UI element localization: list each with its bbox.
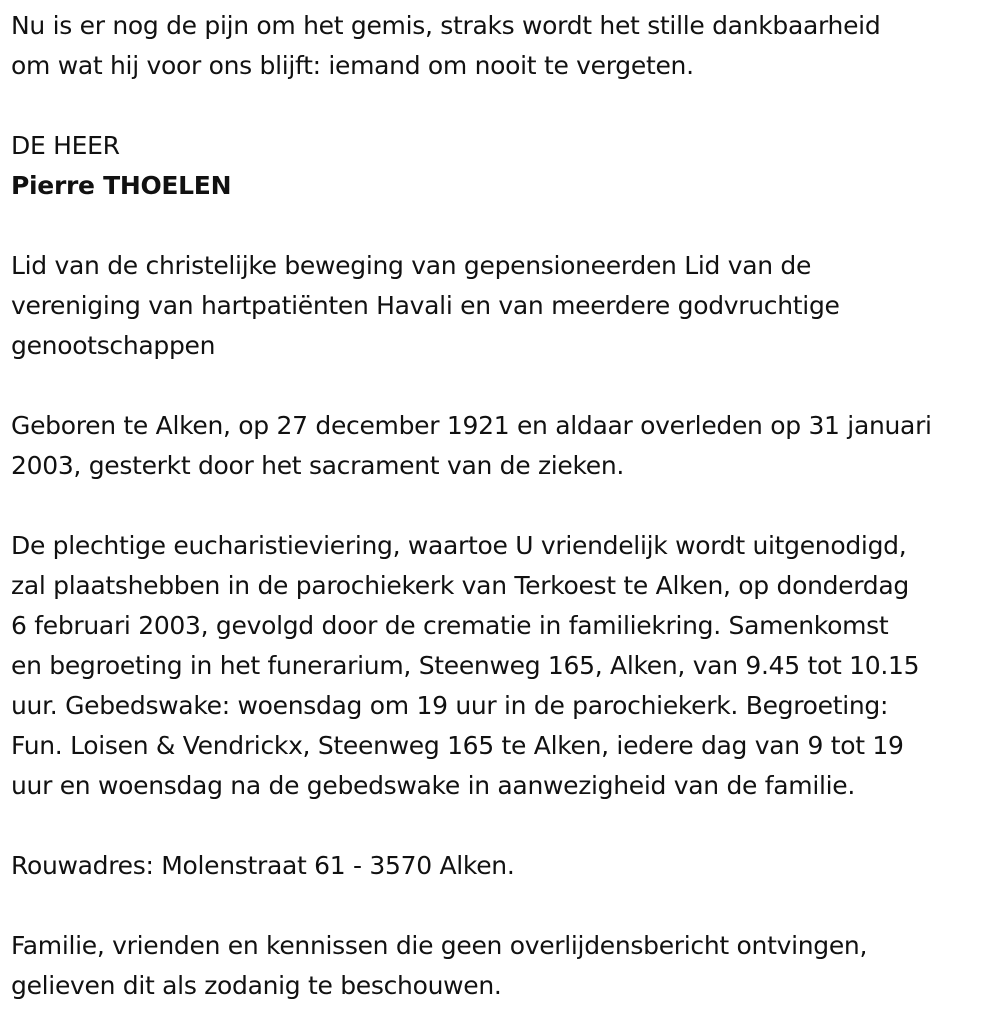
- ceremony-line: zal plaatshebben in de parochiekerk van Terkoest te Alken, op donderdag: [11, 571, 909, 600]
- closing-line: gelieven dit als zodanig te beschouwen.: [11, 971, 502, 1000]
- motto-line: om wat hij voor ons blijft: iemand om nooit te vergeten.: [11, 51, 694, 80]
- spacer: [11, 206, 996, 246]
- membership-line: vereniging van hartpatiënten Havali en van meerdere godvruchtige: [11, 291, 840, 320]
- birth-death-line: Geboren te Alken, op 27 december 1921 en aldaar overleden op 31 januari: [11, 411, 932, 440]
- ceremony-line: uur. Gebedswake: woensdag om 19 uur in de parochiekerk. Begroeting:: [11, 691, 889, 720]
- membership-line: Lid van de christelijke beweging van gepensioneerden Lid van de: [11, 251, 812, 280]
- birth-death-line: 2003, gesterkt door het sacrament van de zieken.: [11, 451, 625, 480]
- spacer: [11, 366, 996, 406]
- ceremony-line: 6 februari 2003, gevolgd door de crematie in familiekring. Samenkomst: [11, 611, 889, 640]
- membership-line: genootschappen: [11, 331, 216, 360]
- closing-paragraph: [11, 926, 996, 1006]
- ceremony-paragraph: [11, 526, 996, 806]
- closing-line: Familie, vrienden en kennissen die geen overlijdensbericht ontvingen,: [11, 931, 868, 960]
- motto-line: Nu is er nog de pijn om het gemis, straks wordt het stille dankbaarheid: [11, 11, 881, 40]
- spacer: [11, 486, 996, 526]
- death-notice: [11, 6, 996, 1006]
- membership-paragraph: [11, 246, 996, 366]
- birth-death-paragraph: [11, 406, 996, 486]
- ceremony-line: De plechtige eucharistieviering, waartoe U vriendelijk wordt uitgenodigd,: [11, 531, 907, 560]
- spacer: [11, 886, 996, 926]
- spacer: [11, 806, 996, 846]
- ceremony-line: Fun. Loisen & Vendrickx, Steenweg 165 te Alken, iedere dag van 9 tot 19: [11, 731, 904, 760]
- spacer: [11, 86, 996, 126]
- ceremony-line: uur en woensdag na de gebedswake in aanwezigheid van de familie.: [11, 771, 855, 800]
- motto: [11, 6, 996, 86]
- deceased-name: Pierre THOELEN: [11, 171, 232, 200]
- mourning-address: Rouwadres: Molenstraat 61 - 3570 Alken.: [11, 851, 515, 880]
- honorific-title: DE HEER: [11, 131, 120, 160]
- ceremony-line: en begroeting in het funerarium, Steenweg 165, Alken, van 9.45 tot 10.15: [11, 651, 920, 680]
